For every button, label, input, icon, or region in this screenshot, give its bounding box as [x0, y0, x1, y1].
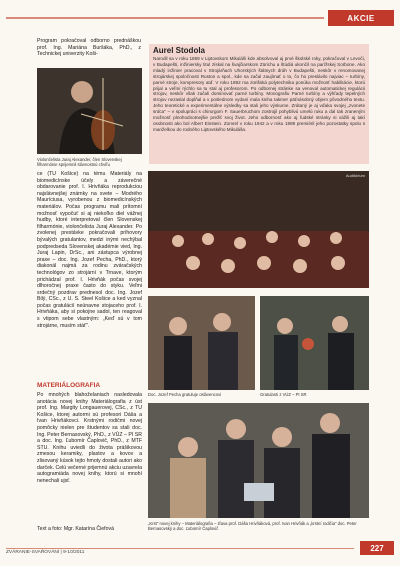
- section-tab: AKCIE: [328, 10, 394, 26]
- left-body: ce (TU Košice) na tému Materiály na biomedicínske účely a záverečné obdarovanie prof. I. Hrivňáka reprodukciou najslávnejšej známky na svete – Modrého Mauríciusa, vyrobenou z biomedicínských materiálov. Počas programu mali prítomní možnosť vypočuť si aj niekoľko diel vážnej hudby, ktoré interpretoval člen Slovenskej filharmónie, violončelista Juraj Alexander. Po zvolenej prestávke pokračovali príhovory bývalých gratulantov, medzi inými nechýbal podpredseda Slovenskej akadémie vied, Ing. Juraj Lapin, DrSc., ani zástupca výrobnej praxe – doc. Ing. Jozef Pecha, PhD., ktorý diakonál najmä za rodinu zváračských technológov zo strojární v Trnave, ktorým prichádzal prof. I. Hrivňák počas svojej dlhoročnej praxe často do styku. Veľmi srdečný pozdrav prednesol doc. Ing. Jozef Bilý, CSc., z U. S. Steel Košice a ked vyznal počas gratulácií neúnavne stojaceho prof. I. Hrivňáka, aby si pokojne sadol, ten reagoval s vtipom sebe vlastným: „Keď sú v tom strojárne, musím stáť".: [37, 171, 142, 329]
- page-footer: [6, 541, 394, 559]
- footer-rule: [6, 548, 354, 549]
- author-credit: Text a foto: Mgr. Katarína Čiefová: [37, 526, 114, 532]
- box-text: Narodil sa v roku 1859 v Liptovskom Mikuláši kde absolvoval aj prvé školské roky, pokračoval v Levoči, v Budapešti, inžiniersky titul získal na švajčiarskom Zürichu a štúdiá ukončil na parížskej Sorbone. Ako mladý inžinier pracoval v Strojárňach Uhorských štátnych dráh v Budapešti, neskôr v renomovanej strojárskej spoločnosti Ruston a spol., kde sa začal zaujímať o to, čo ho preslávilo najviac – turbíny, parné stroje, kompresory atď. V roku 1892 ma zürišská polytechnika ponúka možnosť habilitácie, ktorú prijal a veľmi rýchlo sa tu stal aj profesorom. Po odbornej stránke sa venoval automatickej regulácii strojov, neskôr však začali dominovať parné turbíny. Monografiu Parné turbíny a výhľady tepelných strojov nezaslal dopĺňal a v poslednom vydaní mala kniha takmer päťnásobný objem pôvodného textu. Jeho teoretické a experimentálne výsledky sa stali jeho výskume. Zrátaný je aj vďaka svojej „zvonete srdca" – v spolupráci s chirurgom F. Sauerbruchom zostrojil pohyblivú umelú ruku a dal tak zraneným možnosť plnohodnotnejšie prežiť svoj život. Jeho odbornosť ako aj ľudské stránky si vážili aj takí osobnosti ako bol Albert Einstein. Zomrel v roku 1942 a v roku 1989 premiéril jeho pozostatky spolu s manželkou do rodného Liptovského Mikuláša.: [153, 56, 365, 132]
- caption-cellist: Violončelista Juraj Alexander, člen Slovenskej filharmónie sprijemnil slávnostnú chvíľu: [37, 157, 122, 167]
- stodola-box: [149, 44, 369, 164]
- page-header: [6, 10, 394, 26]
- box-title: Aurel Stodola: [153, 46, 206, 55]
- gratulant-image: [260, 296, 369, 390]
- footer-text: ZVÁRANIE-SVAŘOVÁNÍ | 9-10/2011: [6, 550, 85, 555]
- book-image: [148, 403, 369, 518]
- section-heading: MATERIÁLOGRAFIA: [37, 382, 101, 389]
- pechy-image: [148, 296, 255, 390]
- cellist-image: [37, 68, 142, 154]
- section-body: Po mnohých blahoželaniach nasledovala anotácia novej knihy Materiálografia z úst prof. Ing. Margity Longauerovej, CSc., z TU Košice, ktorej autormi sú profesori Dáša a Ivan Hrivňákovci. Krstnými rodičmi novej pomôcky nielen pre študentov sa stali doc. Ing. Peter Bernasovský, PhD., z VÚZ – PI SR a doc. Ing. Ľubomír Čaplovič, PhD., z MTF STU. Knihu uviedli do života prášikovou zmesou keramiky, plastov a kovov a zlisovaný kúsok tejto hmoty dostali autori ako darček. Celú večerné prijemnú akciu uzavrela autogramiáda novej knihy, ktorú si mnohí nenechali ujsť.: [37, 392, 142, 484]
- caption-pechy: Doc. Jozef Pecha gratuluje oslávencovi: [148, 392, 222, 397]
- header-rule: [6, 17, 324, 19]
- photo-pechy: [148, 296, 255, 390]
- photo-auditorium: [148, 171, 369, 288]
- caption-book: „Krst" novej knihy – Materiálografia – zľava prof. Dáša Hrivňáková, prof. Ivan Hrivňák a „krstní rodičia" doc. Peter Bernasovský a doc. Ľubomír Čaplovič: [148, 521, 357, 531]
- photo-gratulant: [260, 296, 369, 390]
- photo-book: [148, 403, 369, 518]
- photo-cellist: [37, 68, 142, 154]
- caption-gratulant: Gratulanti z VÚZ – PI SR: [260, 392, 307, 397]
- auditorium-image: [148, 171, 369, 288]
- intro-paragraph: Program pokračoval odborno prednáškou prof. Ing. Mariána Buršáka, PhD., z Technickej univerzity Koši-: [37, 38, 141, 58]
- auditorium-tag: Auditórium: [345, 173, 365, 178]
- page-number: 227: [360, 541, 394, 555]
